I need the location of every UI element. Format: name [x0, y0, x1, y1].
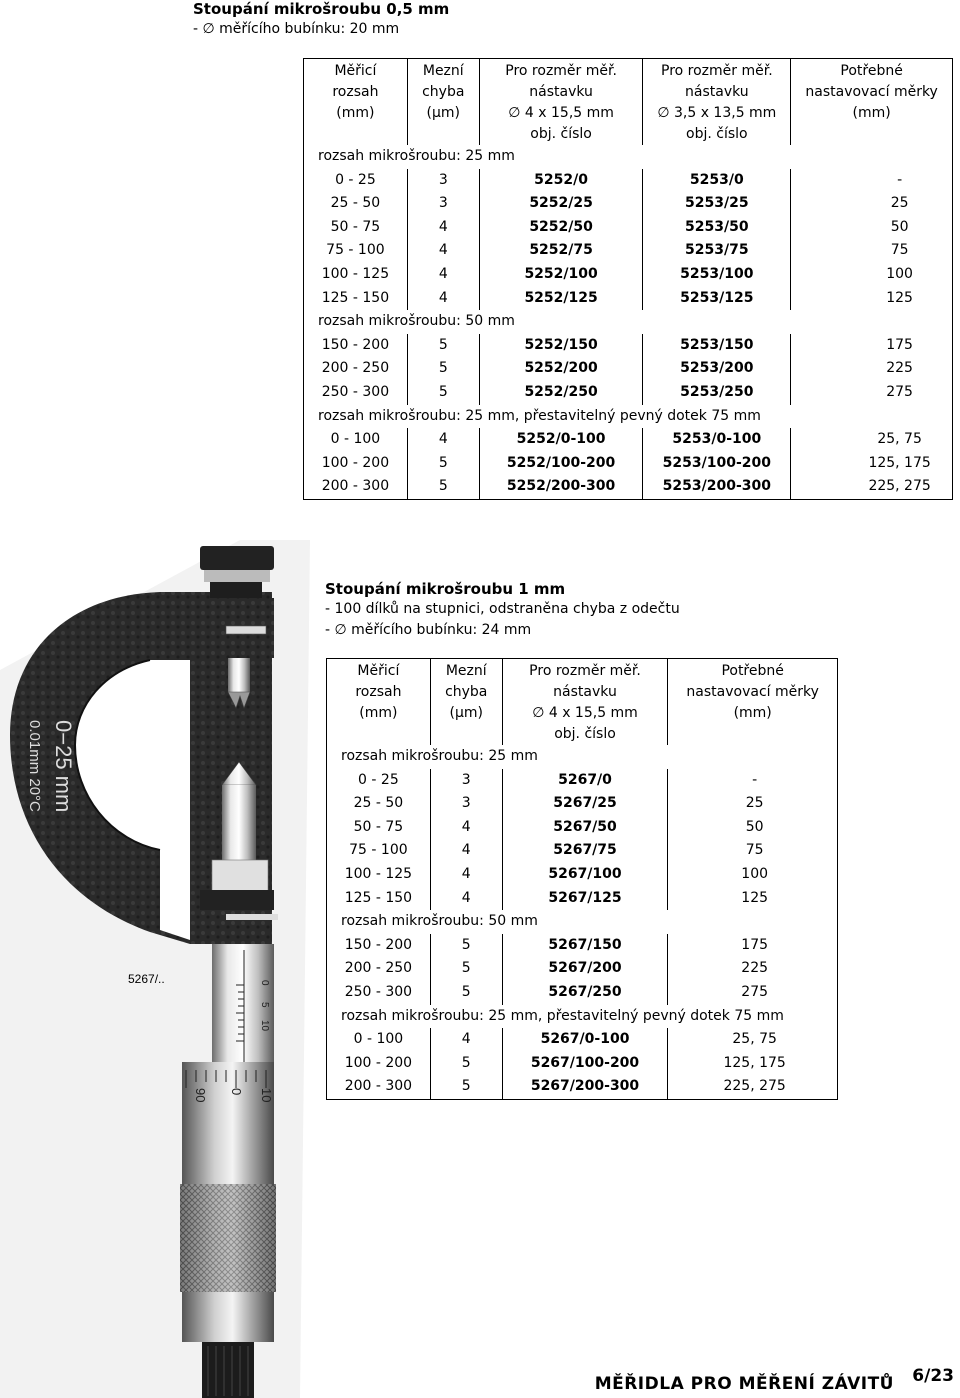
footer-title: MĚŘIDLA PRO MĚŘENÍ ZÁVITŮ	[594, 1374, 894, 1394]
table-row	[304, 287, 953, 311]
setting-gauge-cell: 75	[890, 242, 909, 259]
range-cell: 0 - 100	[304, 428, 408, 452]
setting-gauge-cell: 275	[741, 983, 769, 1000]
error-cell: 4	[430, 839, 502, 863]
header-line: ∅ 4 x 15,5 mm	[532, 705, 638, 721]
header-line: (mm)	[733, 705, 772, 721]
header-cell	[327, 659, 431, 746]
order-no-3-5mm-cell: 5253/100	[643, 263, 791, 287]
section2-line-1: - 100 dílků na stupnici, odstraněna chyba z odečtu	[325, 601, 680, 617]
range-cell: 125 - 150	[304, 287, 408, 311]
header-line: Mezní	[445, 663, 487, 679]
sleeve-scale-5: 5	[259, 1002, 270, 1008]
header-line: chyba	[422, 84, 465, 100]
header-line: obj. číslo	[686, 126, 748, 142]
order-no-4mm-cell: 5267/200	[502, 957, 668, 981]
header-line: ∅ 4 x 15,5 mm	[508, 105, 614, 121]
header-line: Pro rozměr měř.	[529, 663, 641, 679]
header-line: chyba	[445, 684, 488, 700]
section2-line-2: - ∅ měřícího bubínku: 24 mm	[325, 622, 532, 638]
header-line: obj. číslo	[530, 126, 592, 142]
error-cell: 3	[407, 192, 479, 216]
table-row	[327, 839, 838, 863]
section1-line-1: - ∅ měřícího bubínku: 20 mm	[193, 21, 400, 37]
setting-gauge-cell: 100	[886, 265, 913, 282]
header-line: Měřicí	[334, 63, 377, 79]
range-cell: 150 - 200	[327, 934, 431, 958]
range-cell: 100 - 200	[327, 1052, 431, 1076]
setting-gauge-cell: 50	[890, 218, 909, 235]
header-cell	[502, 659, 668, 746]
header-line: (mm)	[852, 105, 891, 121]
group-label-row	[304, 405, 953, 429]
header-cell	[479, 59, 643, 146]
order-no-4mm-cell: 5252/125	[479, 287, 643, 311]
error-cell: 4	[430, 863, 502, 887]
range-cell: 200 - 300	[304, 475, 408, 499]
header-line: Pro rozměr měř.	[505, 63, 617, 79]
error-cell: 5	[430, 1052, 502, 1076]
setting-gauge-cell: 100	[741, 865, 769, 882]
order-no-4mm-cell: 5267/100	[502, 863, 668, 887]
setting-gauge-cell: 225	[741, 960, 769, 977]
range-cell: 250 - 300	[304, 381, 408, 405]
setting-gauge-cell: 75	[745, 842, 764, 859]
order-no-4mm-cell: 5267/50	[502, 816, 668, 840]
order-no-3-5mm-cell: 5253/75	[643, 239, 791, 263]
range-cell: 25 - 50	[327, 792, 431, 816]
header-line: (mm)	[359, 705, 398, 721]
table-row	[304, 263, 953, 287]
header-line: Potřebné	[721, 663, 784, 679]
header-cell	[407, 59, 479, 146]
header-line: Mezní	[422, 63, 464, 79]
setting-gauge-cell: -	[897, 171, 903, 188]
group-label-row	[304, 310, 953, 334]
header-cell	[430, 659, 502, 746]
section2-title: Stoupání mikrošroubu 1 mm	[325, 580, 566, 598]
range-cell: 100 - 200	[304, 452, 408, 476]
setting-gauge-cell: 125, 175	[868, 454, 931, 471]
table-row	[304, 452, 953, 476]
group-label: rozsah mikrošroubu: 50 mm	[318, 313, 515, 330]
order-no-4mm-cell: 5252/25	[479, 192, 643, 216]
order-no-4mm-cell: 5252/50	[479, 216, 643, 240]
order-no-4mm-cell: 5252/75	[479, 239, 643, 263]
order-no-4mm-cell: 5252/200	[479, 357, 643, 381]
table-row	[304, 216, 953, 240]
error-cell: 5	[430, 934, 502, 958]
error-cell: 5	[430, 981, 502, 1005]
table-row	[327, 769, 838, 793]
group-label: rozsah mikrošroubu: 25 mm, přestavitelný pevný dotek 75 mm	[341, 1007, 784, 1024]
range-cell: 200 - 300	[327, 1075, 431, 1099]
order-no-3-5mm-cell: 5253/0-100	[643, 428, 791, 452]
table-row	[327, 887, 838, 911]
page-number: 6/23	[912, 1366, 954, 1386]
order-no-4mm-cell: 5267/0	[502, 769, 668, 793]
header-line: (μm)	[449, 705, 483, 721]
table-row	[304, 192, 953, 216]
order-no-4mm-cell: 5252/0	[479, 169, 643, 193]
setting-gauge-cell: 175	[886, 336, 913, 353]
order-no-4mm-cell: 5252/150	[479, 334, 643, 358]
table-row	[327, 816, 838, 840]
setting-gauge-cell: 125, 175	[723, 1054, 786, 1071]
range-cell: 0 - 25	[304, 169, 408, 193]
order-no-4mm-cell: 5252/250	[479, 381, 643, 405]
error-cell: 4	[407, 239, 479, 263]
order-no-3-5mm-cell: 5253/25	[643, 192, 791, 216]
table-header-row	[304, 59, 953, 146]
error-cell: 3	[430, 792, 502, 816]
header-line: rozsah	[355, 684, 402, 700]
header-line: rozsah	[332, 84, 379, 100]
table-row	[304, 428, 953, 452]
setting-gauge-cell: 25, 75	[732, 1031, 777, 1048]
group-label-row	[327, 745, 838, 769]
setting-gauge-cell: 25	[890, 195, 909, 212]
group-label-row	[327, 910, 838, 934]
error-cell: 5	[430, 1075, 502, 1099]
error-cell: 5	[407, 334, 479, 358]
table-row	[327, 1075, 838, 1099]
setting-gauge-cell: 25, 75	[877, 431, 922, 448]
range-cell: 200 - 250	[304, 357, 408, 381]
setting-gauge-cell: 50	[745, 818, 764, 835]
error-cell: 4	[407, 216, 479, 240]
header-line: (μm)	[426, 105, 460, 121]
sleeve-scale-0: 0	[259, 980, 270, 986]
order-no-4mm-cell: 5267/150	[502, 934, 668, 958]
order-no-4mm-cell: 5267/0-100	[502, 1028, 668, 1052]
setting-gauge-cell: 225, 275	[723, 1078, 786, 1095]
range-cell: 100 - 125	[327, 863, 431, 887]
table-row	[327, 957, 838, 981]
header-line: Pro rozměr měř.	[661, 63, 773, 79]
ratchet-knob	[202, 1342, 254, 1398]
thimble-scale-90: 90	[193, 1088, 208, 1103]
thimble-scale-10: 10	[259, 1088, 274, 1103]
error-cell: 4	[407, 263, 479, 287]
table-row	[327, 792, 838, 816]
header-line: (mm)	[336, 105, 375, 121]
header-line: nástavku	[529, 84, 593, 100]
photo-caption: 5267/..	[128, 972, 165, 986]
section2-table	[326, 658, 838, 1100]
frame-range-text: 0−25 mm	[51, 720, 76, 813]
setting-gauge-cell: 175	[741, 936, 769, 953]
order-no-4mm-cell: 5252/100-200	[479, 452, 643, 476]
order-no-4mm-cell: 5267/75	[502, 839, 668, 863]
header-cell	[668, 659, 838, 746]
table-row	[304, 381, 953, 405]
table-row	[327, 1028, 838, 1052]
range-cell: 50 - 75	[327, 816, 431, 840]
range-cell: 250 - 300	[327, 981, 431, 1005]
order-no-3-5mm-cell: 5253/200	[643, 357, 791, 381]
table-row	[327, 863, 838, 887]
error-cell: 5	[430, 957, 502, 981]
table-row	[327, 981, 838, 1005]
table-row	[304, 334, 953, 358]
header-line: Potřebné	[840, 63, 903, 79]
group-label: rozsah mikrošroubu: 25 mm	[341, 748, 538, 764]
micrometer-photo	[0, 540, 310, 1398]
error-cell: 5	[407, 452, 479, 476]
header-line: nastavovací měrky	[686, 684, 819, 700]
setting-gauge-cell: 225, 275	[868, 478, 931, 495]
order-no-4mm-cell: 5252/0-100	[479, 428, 643, 452]
header-line: nástavku	[685, 84, 749, 100]
table-row	[327, 1052, 838, 1076]
setting-gauge-cell: 225	[886, 360, 913, 377]
group-label: rozsah mikrošroubu: 25 mm	[318, 148, 515, 164]
order-no-4mm-cell: 5252/200-300	[479, 475, 643, 499]
range-cell: 100 - 125	[304, 263, 408, 287]
table-row	[304, 357, 953, 381]
range-cell: 75 - 100	[304, 239, 408, 263]
setting-gauge-cell: 125	[741, 889, 769, 906]
error-cell: 3	[430, 769, 502, 793]
group-label-row	[304, 145, 953, 169]
group-label: rozsah mikrošroubu: 50 mm	[341, 913, 538, 930]
range-cell: 125 - 150	[327, 887, 431, 911]
error-cell: 4	[430, 1028, 502, 1052]
range-cell: 50 - 75	[304, 216, 408, 240]
setting-gauge-cell: 25	[745, 795, 764, 812]
order-no-3-5mm-cell: 5253/250	[643, 381, 791, 405]
range-cell: 150 - 200	[304, 334, 408, 358]
table-row	[327, 934, 838, 958]
range-cell: 25 - 50	[304, 192, 408, 216]
table-row	[304, 239, 953, 263]
table-header-row	[327, 659, 838, 746]
header-line: obj. číslo	[554, 726, 616, 742]
error-cell: 5	[407, 381, 479, 405]
order-no-3-5mm-cell: 5253/200-300	[643, 475, 791, 499]
header-cell	[791, 59, 953, 146]
order-no-4mm-cell: 5252/100	[479, 263, 643, 287]
order-no-3-5mm-cell: 5253/125	[643, 287, 791, 311]
error-cell: 4	[407, 428, 479, 452]
header-cell	[304, 59, 408, 146]
header-line: nastavovací měrky	[805, 84, 938, 100]
order-no-4mm-cell: 5267/100-200	[502, 1052, 668, 1076]
header-line: Měřicí	[357, 663, 400, 679]
range-cell: 200 - 250	[327, 957, 431, 981]
group-label-row	[327, 1005, 838, 1029]
frame-resolution-text: 0.01mm 20°C	[26, 720, 43, 812]
range-cell: 75 - 100	[327, 839, 431, 863]
error-cell: 3	[407, 169, 479, 193]
table-row	[304, 169, 953, 193]
range-cell: 0 - 100	[327, 1028, 431, 1052]
error-cell: 5	[407, 357, 479, 381]
order-no-3-5mm-cell: 5253/0	[643, 169, 791, 193]
header-line: ∅ 3,5 x 13,5 mm	[657, 105, 777, 121]
order-no-3-5mm-cell: 5253/100-200	[643, 452, 791, 476]
error-cell: 4	[407, 287, 479, 311]
order-no-4mm-cell: 5267/25	[502, 792, 668, 816]
sleeve-scale-10: 10	[259, 1020, 270, 1032]
header-cell	[643, 59, 791, 146]
setting-gauge-cell: 275	[886, 383, 913, 400]
thimble-scale-0: 0	[229, 1088, 244, 1096]
header-line: nástavku	[553, 684, 617, 700]
error-cell: 5	[407, 475, 479, 499]
group-label: rozsah mikrošroubu: 25 mm, přestavitelný pevný dotek 75 mm	[318, 407, 761, 424]
order-no-3-5mm-cell: 5253/50	[643, 216, 791, 240]
setting-gauge-cell: 125	[886, 289, 913, 306]
section1-table	[303, 58, 953, 500]
anvil-knob	[200, 546, 274, 570]
table-row	[304, 475, 953, 499]
order-no-4mm-cell: 5267/200-300	[502, 1075, 668, 1099]
range-cell: 0 - 25	[327, 769, 431, 793]
order-no-4mm-cell: 5267/125	[502, 887, 668, 911]
order-no-4mm-cell: 5267/250	[502, 981, 668, 1005]
order-no-3-5mm-cell: 5253/150	[643, 334, 791, 358]
anvil-tip	[228, 658, 250, 692]
error-cell: 4	[430, 816, 502, 840]
section1-title: Stoupání mikrošroubu 0,5 mm	[193, 0, 450, 18]
error-cell: 4	[430, 887, 502, 911]
setting-gauge-cell: -	[752, 771, 758, 788]
